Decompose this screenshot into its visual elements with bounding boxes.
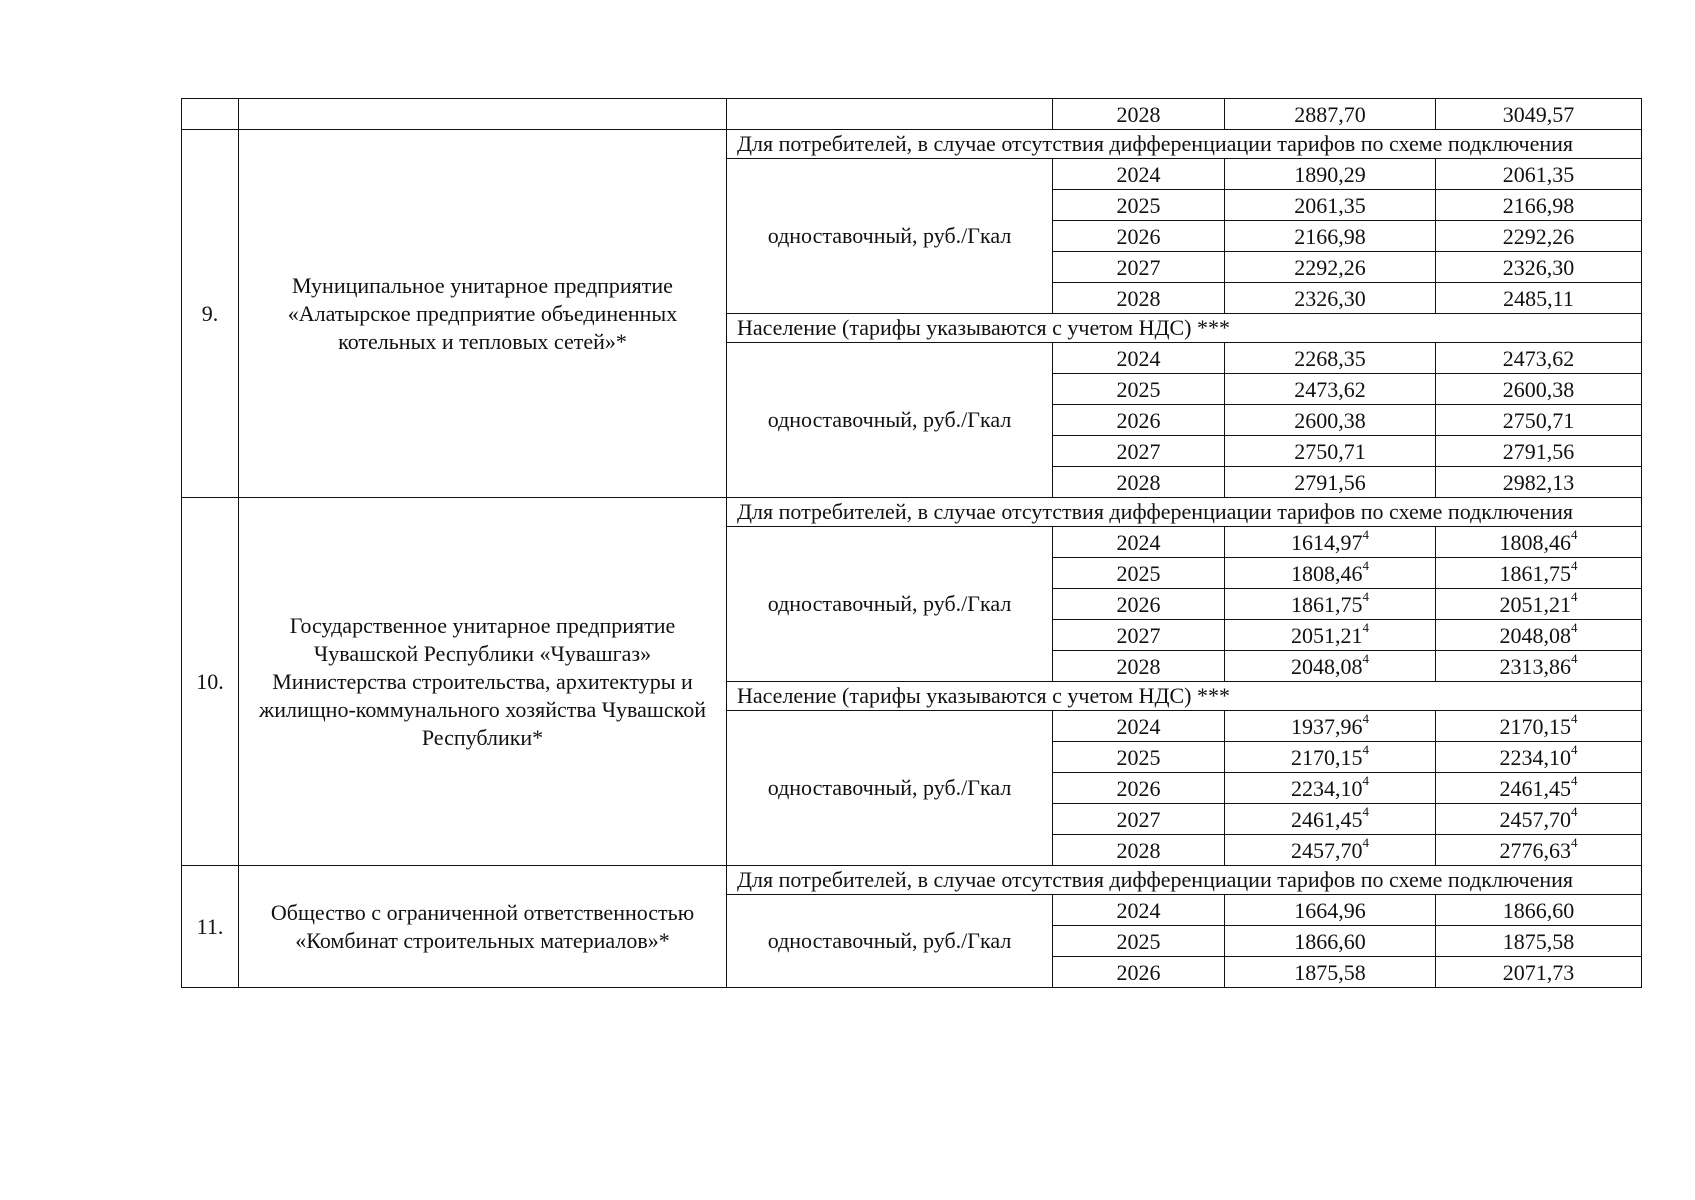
value-cell — [1436, 620, 1642, 651]
value-text: 2600,38 — [1294, 407, 1366, 433]
value-text: 2457,70 — [1499, 806, 1571, 832]
value-cell — [1225, 773, 1436, 804]
year-cell: 2026 — [1053, 957, 1225, 988]
org-name: Муниципальное унитарное предприятие «Алатырское предприятие объединенных котельных и тепловых сетей»* — [239, 130, 727, 498]
footnote-mark: 4 — [1571, 804, 1578, 820]
value-text: 1875,58 — [1502, 928, 1575, 954]
value-cell — [1436, 711, 1642, 742]
section-heading: Население (тарифы указываются с учетом НДС) *** — [727, 314, 1642, 343]
org-number: 11. — [182, 866, 239, 988]
footnote-mark: 4 — [1571, 651, 1578, 667]
section-heading: Для потребителей, в случае отсутствия дифференциации тарифов по схеме подключения — [727, 866, 1642, 895]
value-text: 2473,62 — [1294, 376, 1366, 402]
value-cell: 3049,57 — [1436, 99, 1642, 130]
rate-type: одноставочный, руб./Гкал — [727, 895, 1053, 988]
value-cell — [1436, 773, 1642, 804]
year-cell: 2027 — [1053, 436, 1225, 467]
year-cell: 2024 — [1053, 343, 1225, 374]
value-text: 2051,21 — [1291, 622, 1363, 648]
value-text: 2234,10 — [1499, 744, 1571, 770]
value-text: 1861,75 — [1291, 591, 1363, 617]
value-text: 1866,60 — [1502, 897, 1575, 923]
value-cell — [1436, 895, 1642, 926]
value-text: 2750,71 — [1502, 407, 1575, 433]
section-heading-row — [182, 866, 1642, 895]
org-name: Общество с ограниченной ответственностью «Комбинат строительных материалов»* — [239, 866, 727, 988]
value-text: 1890,29 — [1294, 161, 1366, 187]
value-cell — [1225, 374, 1436, 405]
value-cell — [1225, 221, 1436, 252]
value-cell — [1436, 343, 1642, 374]
footnote-mark: 4 — [1571, 835, 1578, 851]
footnote-mark: 4 — [1571, 773, 1578, 789]
rate-cell — [727, 99, 1053, 130]
year-cell: 2024 — [1053, 711, 1225, 742]
year-cell: 2025 — [1053, 558, 1225, 589]
year-cell: 2028 — [1053, 651, 1225, 682]
year-cell: 2026 — [1053, 221, 1225, 252]
value-cell — [1225, 436, 1436, 467]
rate-type: одноставочный, руб./Гкал — [727, 711, 1053, 866]
year-cell: 2028 — [1053, 835, 1225, 866]
value-cell — [1225, 651, 1436, 682]
year-cell: 2027 — [1053, 804, 1225, 835]
footnote-mark: 4 — [1362, 620, 1369, 636]
value-text: 2170,15 — [1499, 713, 1571, 739]
year-cell: 2028 — [1053, 283, 1225, 314]
value-text: 2292,26 — [1502, 223, 1575, 249]
section-heading: Население (тарифы указываются с учетом НДС) *** — [727, 682, 1642, 711]
org-number: 10. — [182, 498, 239, 866]
value-cell — [1436, 742, 1642, 773]
value-cell — [1225, 589, 1436, 620]
rate-type: одноставочный, руб./Гкал — [727, 527, 1053, 682]
value-cell — [1225, 405, 1436, 436]
year-cell: 2027 — [1053, 620, 1225, 651]
value-text: 1808,46 — [1291, 560, 1363, 586]
footnote-mark: 4 — [1362, 527, 1369, 543]
year-cell: 2027 — [1053, 252, 1225, 283]
value-text: 2791,56 — [1502, 438, 1575, 464]
org-name: Государственное унитарное предприятие Чувашской Республики «Чувашгаз» Министерства строительства, архитектуры и жилищно-коммунального хозяйства Чувашской Республики* — [239, 498, 727, 866]
value-text: 2776,63 — [1499, 837, 1571, 863]
value-text: 2461,45 — [1499, 775, 1571, 801]
year-cell: 2028 — [1053, 467, 1225, 498]
org-cell — [239, 99, 727, 130]
value-cell — [1436, 804, 1642, 835]
value-cell — [1436, 221, 1642, 252]
value-cell — [1436, 467, 1642, 498]
value-text: 2313,86 — [1499, 653, 1571, 679]
year-cell: 2028 — [1053, 99, 1225, 130]
value-cell — [1225, 742, 1436, 773]
year-cell: 2025 — [1053, 374, 1225, 405]
value-cell — [1436, 957, 1642, 988]
value-text: 2982,13 — [1502, 469, 1575, 495]
footnote-mark: 4 — [1571, 527, 1578, 543]
value-cell: 2887,70 — [1225, 99, 1436, 130]
value-text: 2457,70 — [1291, 837, 1363, 863]
footnote-mark: 4 — [1362, 589, 1369, 605]
value-text: 2791,56 — [1294, 469, 1366, 495]
section-heading: Для потребителей, в случае отсутствия дифференциации тарифов по схеме подключения — [727, 498, 1642, 527]
value-text: 2170,15 — [1291, 744, 1363, 770]
value-cell — [1436, 159, 1642, 190]
org-number: 9. — [182, 130, 239, 498]
value-text: 1614,97 — [1291, 529, 1363, 555]
value-text: 2048,08 — [1499, 622, 1571, 648]
year-cell: 2026 — [1053, 589, 1225, 620]
value-cell — [1225, 283, 1436, 314]
value-cell — [1225, 895, 1436, 926]
number-cell — [182, 99, 239, 130]
value-text: 2166,98 — [1502, 192, 1575, 218]
value-text: 1808,46 — [1499, 529, 1571, 555]
footnote-mark: 4 — [1362, 773, 1369, 789]
value-cell — [1225, 711, 1436, 742]
value-text: 1664,96 — [1294, 897, 1366, 923]
value-text: 2048,08 — [1291, 653, 1363, 679]
value-cell — [1436, 190, 1642, 221]
value-cell — [1225, 343, 1436, 374]
value-cell — [1225, 159, 1436, 190]
section-heading-row — [182, 498, 1642, 527]
value-cell — [1436, 374, 1642, 405]
value-text: 1937,96 — [1291, 713, 1363, 739]
footnote-mark: 4 — [1362, 651, 1369, 667]
value-text: 2234,10 — [1291, 775, 1363, 801]
year-cell: 2026 — [1053, 405, 1225, 436]
value-cell — [1225, 926, 1436, 957]
year-cell: 2024 — [1053, 527, 1225, 558]
value-text: 2071,73 — [1502, 959, 1575, 985]
value-cell — [1436, 926, 1642, 957]
value-text: 2750,71 — [1294, 438, 1366, 464]
value-cell — [1436, 527, 1642, 558]
value-text: 2473,62 — [1502, 345, 1575, 371]
footnote-mark: 4 — [1362, 558, 1369, 574]
footnote-mark: 4 — [1571, 620, 1578, 636]
value-text: 2485,11 — [1503, 285, 1574, 311]
value-cell — [1436, 436, 1642, 467]
year-cell: 2025 — [1053, 742, 1225, 773]
value-cell — [1225, 620, 1436, 651]
value-text: 2292,26 — [1294, 254, 1366, 280]
value-cell — [1436, 589, 1642, 620]
year-cell: 2025 — [1053, 926, 1225, 957]
footnote-mark: 4 — [1362, 804, 1369, 820]
value-text: 2600,38 — [1502, 376, 1575, 402]
value-text: 2461,45 — [1291, 806, 1363, 832]
value-cell — [1225, 252, 1436, 283]
value-text: 2166,98 — [1294, 223, 1366, 249]
tariff-table — [181, 98, 1642, 988]
value-cell — [1225, 190, 1436, 221]
section-heading: Для потребителей, в случае отсутствия дифференциации тарифов по схеме подключения — [727, 130, 1642, 159]
footnote-mark: 4 — [1571, 589, 1578, 605]
value-cell — [1225, 835, 1436, 866]
value-cell — [1436, 405, 1642, 436]
year-cell: 2024 — [1053, 159, 1225, 190]
value-cell — [1225, 558, 1436, 589]
value-cell — [1225, 957, 1436, 988]
year-cell: 2024 — [1053, 895, 1225, 926]
value-text: 1875,58 — [1294, 959, 1366, 985]
value-text: 2061,35 — [1294, 192, 1366, 218]
value-text: 2268,35 — [1294, 345, 1366, 371]
value-text: 2326,30 — [1294, 285, 1366, 311]
value-cell — [1225, 467, 1436, 498]
value-cell — [1436, 252, 1642, 283]
footnote-mark: 4 — [1571, 711, 1578, 727]
value-text: 2051,21 — [1499, 591, 1571, 617]
footnote-mark: 4 — [1362, 711, 1369, 727]
tariff-table-body — [182, 99, 1642, 988]
rate-type: одноставочный, руб./Гкал — [727, 343, 1053, 498]
value-text: 1861,75 — [1499, 560, 1571, 586]
value-cell — [1436, 835, 1642, 866]
footnote-mark: 4 — [1571, 558, 1578, 574]
value-cell — [1436, 283, 1642, 314]
table-row — [182, 99, 1642, 130]
section-heading-row — [182, 130, 1642, 159]
footnote-mark: 4 — [1571, 742, 1578, 758]
value-text: 2326,30 — [1502, 254, 1575, 280]
value-cell — [1436, 558, 1642, 589]
rate-type: одноставочный, руб./Гкал — [727, 159, 1053, 314]
value-text: 1866,60 — [1294, 928, 1366, 954]
value-cell — [1436, 651, 1642, 682]
value-cell — [1225, 527, 1436, 558]
footnote-mark: 4 — [1362, 742, 1369, 758]
footnote-mark: 4 — [1362, 835, 1369, 851]
value-text: 2061,35 — [1502, 161, 1575, 187]
year-cell: 2025 — [1053, 190, 1225, 221]
year-cell: 2026 — [1053, 773, 1225, 804]
value-cell — [1225, 804, 1436, 835]
